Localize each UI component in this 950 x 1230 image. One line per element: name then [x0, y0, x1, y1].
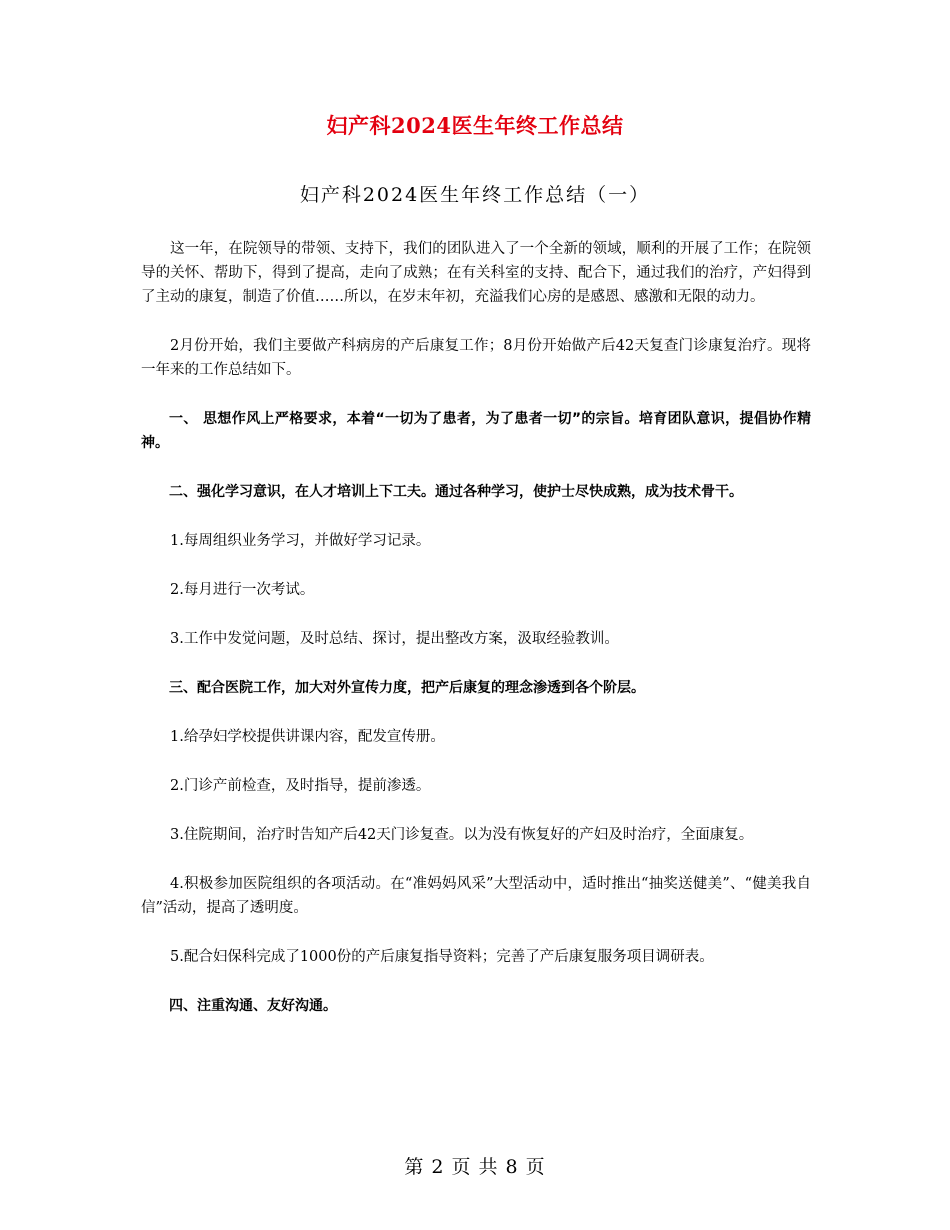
list-item: 4.积极参加医院组织的各项活动。在“准妈妈风采”大型活动中，适时推出“抽奖送健美”、“健美我自信”活动，提高了透明度。 [141, 876, 811, 916]
list-item: 3.住院期间，治疗时告知产后42天门诊复查。以为没有恢复好的产妇及时治疗，全面康复。 [170, 827, 754, 843]
paragraph-intro: 这一年，在院领导的带领、支持下，我们的团队进入了一个全新的领域，顺利的开展了工作；在院领导的关怀、帮助下，得到了提高，走向了成熟；在有关科室的支持、配合下，通过我们的治疗，产妇得到了主动的康复，制造了价值……所以，在岁末年初，充溢我们心房的是感恩、感激和无限的动力。 [141, 241, 811, 305]
document-body [141, 237, 811, 1043]
document-title: 妇产科2024医生年终工作总结 [326, 113, 624, 138]
list-item: 3.工作中发觉问题，及时总结、探讨，提出整改方案，汲取经验教训。 [170, 631, 619, 647]
list-item: 2.门诊产前检查，及时指导，提前渗透。 [170, 778, 431, 794]
heading-section-3: 三、配合医院工作，加大对外宣传力度，把产后康复的理念渗透到各个阶层。 [169, 680, 645, 696]
list-item: 1.每周组织业务学习，并做好学习记录。 [170, 533, 431, 549]
list-item: 5.配合妇保科完成了1000份的产后康复指导资料；完善了产后康复服务项目调研表。 [170, 949, 714, 965]
section-subtitle: 妇产科2024医生年终工作总结（一） [299, 184, 651, 206]
heading-section-2: 二、强化学习意识，在人才培训上下工夫。通过各种学习，使护士尽快成熟，成为技术骨干。 [169, 484, 743, 500]
heading-section-1: 一、 思想作风上严格要求，本着“一切为了患者，为了患者一切”的宗旨。培育团队意识，提倡协作精神。 [141, 411, 811, 451]
paragraph-schedule: 2月份开始，我们主要做产科病房的产后康复工作；8月份开始做产后42天复查门诊康复治疗。现将一年来的工作总结如下。 [141, 338, 811, 378]
heading-section-4: 四、注重沟通、友好沟通。 [169, 998, 337, 1014]
list-item: 1.给孕妇学校提供讲课内容，配发宣传册。 [170, 729, 445, 745]
list-item: 2.每月进行一次考试。 [170, 582, 315, 598]
page-footer: 第 2 页 共 8 页 [404, 1156, 546, 1178]
